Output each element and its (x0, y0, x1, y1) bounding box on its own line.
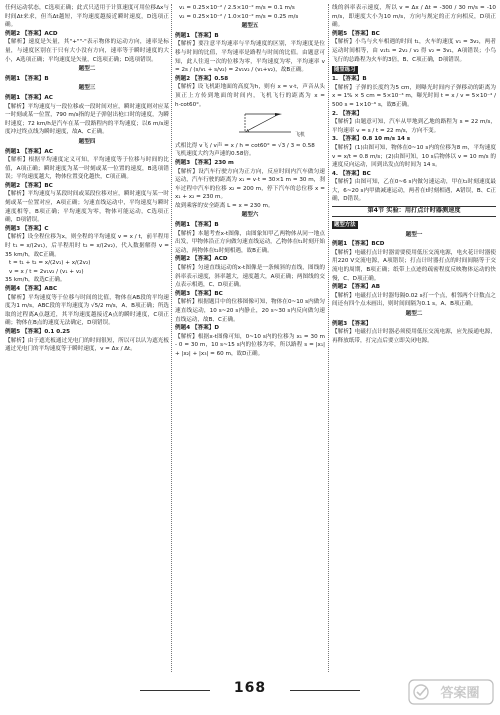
explanation-text: 【解析】设汽车行驶方向为正方向，反应时间内汽车做匀速运动，汽车行驶的距离为 x₁ = v·t = 30×1 m = 30 m，刹车过程中汽车的位移 x₂ = 200 m，停下汽车的总位移 x = x₁ + x₂ = 230 m。 (175, 168, 325, 201)
middle-column (175, 4, 325, 672)
example-answer: 例题1 【答案】AC (5, 94, 53, 101)
page-number-rule-right (290, 690, 360, 691)
example-answer: 例题2 【答案】BC (5, 182, 53, 189)
example-answer: 2. 【答案】 (332, 110, 363, 117)
explanation-text: 【解析】要注意平均速率与平均速度的区别，平均速度是位移与时间的比值，平均速率是路程与时间的比值。由题意可知，此人往返一次的位移为零，平均速度为零，平均速率 v = 2s / (s/v₁ + s/v₂) = 2v₁v₂ / (v₁+v₂)，故B正确。 (175, 41, 325, 74)
watermark-logo (408, 676, 494, 706)
section-title: 题型五 (241, 23, 259, 30)
explanation-text: 【解析】子弹的长度约为5 cm，则曝光时间内子弹移动的距离为 x = 1% × 5 cm = 5×10⁻⁴ m，曝光时间 t = x / v = 5×10⁻⁴ / 500 s = 1×10⁻⁶ s，故B正确。 (332, 84, 496, 108)
example-answer: 3. 【答案】0.8 10 m/s 14 s (332, 136, 411, 143)
column-divider-right (328, 4, 329, 672)
example-answer: 例题1 【答案】B (175, 222, 219, 229)
explanation-text: 【解析】电磁打点计时器需要使用低压交流电源，电火花计时器使用220 V交流电源，A项错误；打点计时器打点的时间间隔等于交流电的周期，B项正确；纸带上点迹的疏密程度反映物体运动的快慢，C、D项正确。 (332, 249, 496, 282)
explanation-text: 【解析】本题考查x-t图像，由图象知甲乙两物体从同一地点出发，甲物体沿正方向做匀速直线运动，乙物体在t₁时刻开始运动，两物体在t₂时刻相遇，故B正确。 (175, 230, 325, 254)
section-title: 题型六 (241, 212, 259, 219)
example-answer: 例题3 【答案】230 m (175, 159, 234, 166)
formula-line: v₁ = 0.25×10⁻² / 2.5×10⁻² m/s = 0.1 m/s (179, 5, 295, 11)
example-answer: 例题3 【答案】C (5, 225, 49, 232)
explanation-text: 【解析】根据题目中的位移图像可知，物体在0~10 s内做匀速直线运动，10 s~20 s内静止，20 s~30 s内反向做匀速直线运动，故B、C正确。 (175, 299, 325, 323)
explanation-text: 【解析】设飞机距地面的高度为h，则有 x = v·t，声音从头顶正上方传到地面的时间内，飞机飞行的距离为 x = h·cot60°。 (175, 84, 325, 108)
explanation-text: 【解析】由题意可知，汽车从甲地到乙地的路程为 s = 22 m/s，平均速率 v = s / t = 22 m/s，方向不变。 (332, 119, 496, 134)
example-answer: 例题2 【答案】ACD (175, 256, 228, 263)
example-answer: 例题3 【答案】 (332, 320, 372, 327)
example-answer: 例题1 【答案】BCD (332, 241, 385, 248)
section-title: 题型二 (78, 66, 96, 73)
section-title: 题型一 (405, 231, 423, 238)
explanation-text: 线的斜率表示速度，所以 v = Δx / Δt = -300 / 30 m/s = -10 m/s，即速度大小为10 m/s，方向与规定的正方向相反，D项正确。 (332, 5, 496, 29)
explanation-text: 【解析】由图可知，乙在0~6 s内做匀速运动，甲在t₂时刻速度最大，6~20 s内甲做减速运动，两者在t时刻相遇，A错误，B、C正确，D错误。 (332, 179, 496, 203)
sound-angle-diagram (235, 110, 295, 136)
example-answer: 1. 【答案】B (332, 76, 367, 83)
explanation-text: 【解析】小鸟与火车相遇的时间 t₁，火车的速度 v₁ = 3v₂，两者运动时间相等，由 v₁t₁ = 2v₂ / v₂ 得 v₂ = 3v₁，A项错误；小鸟飞行的总路程为火车的3倍，B、C项正确，D项错误。 (332, 39, 496, 63)
explanation-text: 飞机速度大约为声速的0.58倍。 (175, 151, 255, 158)
explanation-text: 【解析】平均速度等于位移与时间的比值，物体在AB段的平均速度为1 m/s，ABC段的平均速度为 √5/2 m/s，A、B项正确；所选取的过程离A点越近，其平均速度越接近A点的瞬时速度，C项正确；物体在B点的速度无法确定，D项错误。 (5, 294, 169, 327)
plane-icon (275, 113, 282, 116)
formula-line: v = x / t = 2v₁v₂ / (v₁ + v₂) (9, 268, 84, 275)
example-answer: 例题1 【答案】B (5, 75, 49, 82)
example-answer: 例题2 【答案】AB (332, 284, 380, 291)
explanation-text: 故到乘客的安全距离 L = x = 230 m。 (175, 202, 274, 209)
example-answer: 4. 【答案】BC (332, 170, 371, 177)
example-answer: 例题5 【答案】BC (332, 30, 380, 37)
example-answer: 例题1 【答案】B (175, 32, 219, 39)
example-answer: 例题4 【答案】D (175, 325, 220, 332)
figure (235, 110, 325, 140)
explanation-text: 任何运动状态，C选项正确；此式只适用于计算速度可用位移Δx与时间Δt来求，但当Δt越短，平均速度越接近瞬时速度，D选项正确。 (5, 5, 169, 29)
explanation-text: 【解析】匀速直线运动的x-t图像是一条倾斜的直线，图线的斜率表示速度，斜率越大，速度越大，A项正确；两图线的交点表示相遇，C、D项正确。 (175, 265, 325, 289)
explanation-text: 【解析】(1)由图可知，物体在0~10 s内的位移为8 m，平均速度 v = x/t = 0.8 m/s；(2)由图可知，10 s后物体以 v = 10 m/s 的速度反向运动，回到出发点的时间为 14 s。 (332, 144, 496, 169)
example-answer: 例题5 【答案】0.1 0.25 (5, 328, 71, 335)
explanation-text: 式相比得 v飞 / v声 = x / h = cot60° = √3 / 3 ≈ 0.58 (175, 142, 315, 149)
formula-line: t = t₁ + t₂ = x/(2v₁) + x/(2v₂) (9, 260, 91, 267)
explanation-text: 【解析】平均速度与某段时间或某段位移对应，瞬时速度与某一时刻或某一位置对应，A项正确；匀速直线运动中，平均速度与瞬时速度相等，B项正确；平均速度为零，物体可能运动，C选项正确，D项错误。 (5, 191, 169, 224)
example-answer: 例题1 【答案】AC (5, 148, 53, 155)
explanation-text: 【解析】根据平均速度定义可知，平均速度等于位移与时间的比值，A项正确；瞬时速度为某一时刻或某一位置的速度，B选项错误；平均速度越大，物体位置变化越快，C项正确。 (5, 157, 169, 181)
explanation-text: 【解析】电磁打点计时器每隔0.02 s打一个点，相邻两个计数点之间还有四个点未画出，则时间间隔为0.1 s，A、B项正确。 (332, 292, 496, 308)
explanation-text: 【解析】根据x-t图像可知，0~10 s内的位移为 x₁ = 30 m - 0 = 30 m，10 s~15 s内的位移为零，所以路程 s = |x₁| + |x₂| + |x₃| = 60 m，故D正确。 (175, 333, 325, 357)
section-tag: 题型方法 (334, 221, 356, 228)
sound-path-line (245, 114, 279, 132)
section-tag-row (332, 64, 496, 75)
section-title: 题型四 (78, 138, 96, 145)
explanation-text: 【解析】速度是矢量，其"+""-"表示物体的运动方向，速率是标量，与速度区别在于只有大小没有方向，速率等于瞬时速度的大小，A选项正确；平均速度是矢量，C选项正确；D选项错误。 (5, 39, 169, 63)
example-answer: 例题2 【答案】0.58 (175, 75, 229, 82)
explanation-text: 【解析】设全程位移为x，则全程的平均速度 v = x / t，前半程用时 t₁ = x/(2v₁)，后半程用时 t₂ = x/(2v₂)，代入数据解得 v = 35 km/h，故C正确。 (5, 234, 169, 258)
section-tag: 随堂练习 (334, 67, 356, 74)
column-divider-left (171, 4, 172, 672)
watermark-text: 答案圈 (440, 686, 480, 701)
chapter-heading: 第4节 实验：用打点计时器测速度 (332, 206, 496, 217)
figure-label: 飞机 (295, 132, 306, 139)
explanation-text: 【解析】平均速度与一段位移或一段时间对应，瞬时速度则对应某一时刻或某一位置，790 m/s指的是子弹射出枪口时的速度，为瞬时速度；72 km/h是汽车在某一段路程内的平均速度；以6 m/s速度冲过终点线为瞬时速度，故A、C正确。 (5, 103, 169, 136)
formula-line: v₂ = 0.25×10⁻² / 1.0×10⁻² m/s = 0.25 m/s (179, 13, 299, 20)
page-number: 168 (233, 680, 267, 696)
example-answer: 例题2 【答案】ACD (5, 30, 58, 37)
explanation-text: 【解析】电磁打点计时器必须使用低压交流电源，应先接通电源，再释放纸带，打完点后要立即关闭电源。 (332, 329, 496, 344)
section-title: 题型二 (405, 311, 423, 317)
explanation-text: 【解析】由于遮光板通过光电门的时间很短，所以可以认为遮光板通过光电门的平均速度等于瞬时速度，v = Δx / Δt。 (5, 337, 169, 353)
section-tag-row (332, 219, 496, 230)
section-title: 题型三 (78, 85, 96, 92)
right-column (332, 4, 496, 672)
example-answer: 例题3 【答案】BC (175, 290, 223, 297)
left-column (5, 4, 169, 672)
explanation-text: 35 km/h，故选C正确。 (5, 277, 66, 284)
example-answer: 例题4 【答案】ABC (5, 286, 58, 292)
